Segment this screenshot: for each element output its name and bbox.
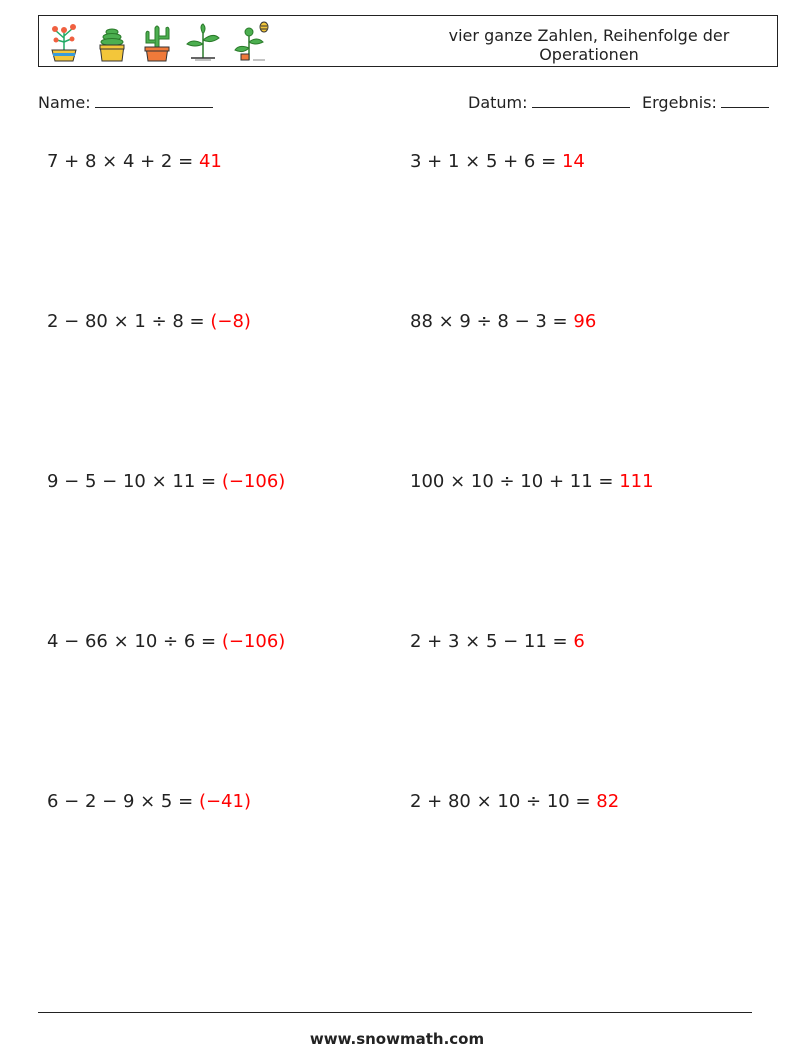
problem-expression: 4 − 66 × 10 ÷ 6 = <box>47 631 217 652</box>
problem-expression: 3 + 1 × 5 + 6 = <box>410 151 557 172</box>
problem-expression: 9 − 5 − 10 × 11 = <box>47 471 217 492</box>
problem-9 <box>47 791 251 812</box>
problem-3 <box>47 311 251 332</box>
sapling-with-bee-icon <box>231 20 273 62</box>
date-field <box>468 93 630 112</box>
name-field <box>38 93 213 112</box>
problem-answer: 82 <box>596 791 620 812</box>
succulent-pot-icon <box>95 20 129 62</box>
cactus-pot-icon <box>139 20 175 62</box>
name-label: Name: <box>38 93 91 112</box>
problem-answer: 111 <box>619 471 654 492</box>
worksheet-header <box>38 15 778 67</box>
date-blank[interactable] <box>532 93 630 108</box>
problem-10 <box>410 791 619 812</box>
result-field <box>642 93 769 112</box>
name-blank[interactable] <box>95 93 213 108</box>
problem-expression: 100 × 10 ÷ 10 + 11 = <box>410 471 614 492</box>
result-blank[interactable] <box>721 93 769 108</box>
problem-answer: (−106) <box>221 631 286 652</box>
result-label: Ergebnis: <box>642 93 717 112</box>
problem-answer: (−41) <box>198 791 251 812</box>
problem-expression: 6 − 2 − 9 × 5 = <box>47 791 194 812</box>
problem-1 <box>47 151 222 172</box>
problem-answer: 6 <box>573 631 585 652</box>
flower-pot-icon <box>45 20 83 62</box>
sprout-icon <box>183 20 223 62</box>
problem-4 <box>410 311 596 332</box>
problem-expression: 2 + 80 × 10 ÷ 10 = <box>410 791 591 812</box>
problem-7 <box>47 631 285 652</box>
problem-8 <box>410 631 585 652</box>
problem-answer: (−8) <box>210 311 251 332</box>
footer-site: www.snowmath.com <box>309 1030 485 1048</box>
footer-divider <box>38 1012 752 1013</box>
problem-5 <box>47 471 285 492</box>
problem-expression: 2 + 3 × 5 − 11 = <box>410 631 568 652</box>
problem-6 <box>410 471 654 492</box>
worksheet-title: vier ganze Zahlen, Reihenfolge der Operationen <box>448 26 730 64</box>
problem-expression: 2 − 80 × 1 ÷ 8 = <box>47 311 205 332</box>
problem-answer: (−106) <box>221 471 286 492</box>
decorative-plant-icons <box>45 20 275 64</box>
problem-expression: 88 × 9 ÷ 8 − 3 = <box>410 311 568 332</box>
date-label: Datum: <box>468 93 528 112</box>
problem-2 <box>410 151 585 172</box>
problem-answer: 41 <box>198 151 222 172</box>
problem-answer: 96 <box>573 311 597 332</box>
problem-answer: 14 <box>561 151 585 172</box>
problem-expression: 7 + 8 × 4 + 2 = <box>47 151 194 172</box>
